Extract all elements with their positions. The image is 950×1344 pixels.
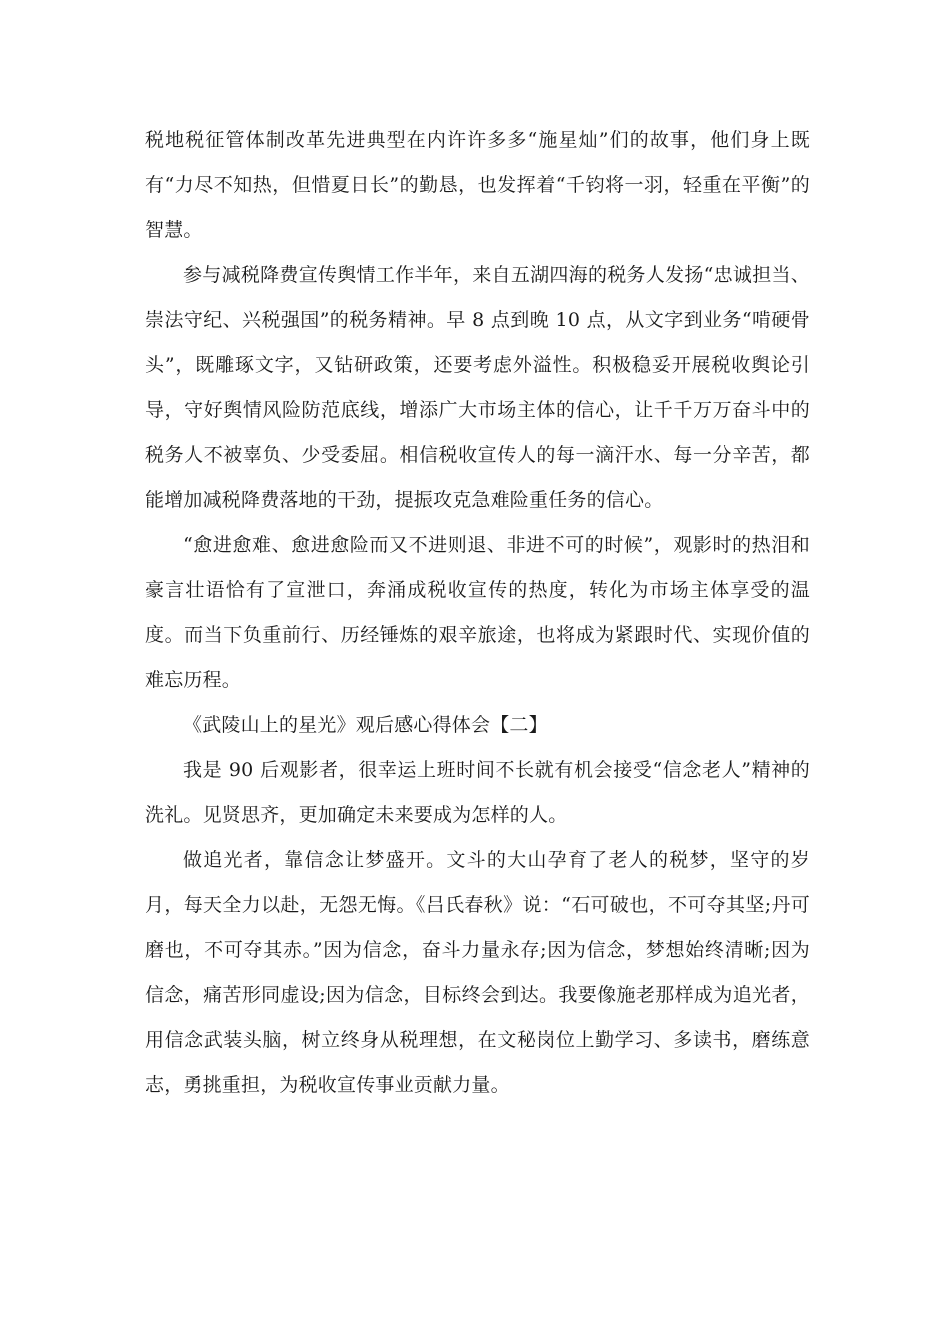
paragraph-continued: 税地税征管体制改革先进典型在内许许多多“施星灿”们的故事，他们身上既有“力尽不知热，但惜夏日长”的勤恳，也发挥着“千钧将一羽，轻重在平衡”的智慧。 [145,129,810,241]
section-heading: 《武陵山上的星光》观后感心得体会【二】 [183,714,548,736]
paragraph: “愈进愈难、愈进愈险而又不进则退、非进不可的时候”，观影时的热泪和豪言壮语恰有了宣泄口，奔涌成税收宣传的热度，转化为市场主体享受的温度。而当下负重前行、历经锤炼的艰辛旅途，也将成为紧跟时代、实现价值的难忘历程。 [145,534,810,691]
document-body [145,118,810,1108]
paragraph: 参与减税降费宣传舆情工作半年，来自五湖四海的税务人发扬“忠诚担当、崇法守纪、兴税强国”的税务精神。早 8 点到晚 10 点，从文字到业务“啃硬骨头”，既雕琢文字，又钻研政策，还要考虑外溢性。积极稳妥开展税收舆论引导，守好舆情风险防范底线，增添广大市场主体的信心，让千千万万奋斗中的税务人不被辜负、少受委屈。相信税收宣传人的每一滴汗水、每一分辛苦，都能增加减税降费落地的干劲，提振攻克急难险重任务的信心。 [145,264,810,511]
paragraph: 我是 90 后观影者，很幸运上班时间不长就有机会接受“信念老人”精神的洗礼。见贤思齐，更加确定未来要成为怎样的人。 [145,759,810,826]
paragraph: 做追光者，靠信念让梦盛开。文斗的大山孕育了老人的税梦，坚守的岁月，每天全力以赴，无怨无悔。《吕氏春秋》说：“石可破也，不可夺其坚;丹可磨也，不可夺其赤。”因为信念，奋斗力量永存;因为信念，梦想始终清晰;因为信念，痛苦形同虚设;因为信念，目标终会到达。我要像施老那样成为追光者，用信念武装头脑，树立终身从税理想，在文秘岗位上勤学习、多读书，磨练意志，勇挑重担，为税收宣传事业贡献力量。 [145,849,810,1096]
